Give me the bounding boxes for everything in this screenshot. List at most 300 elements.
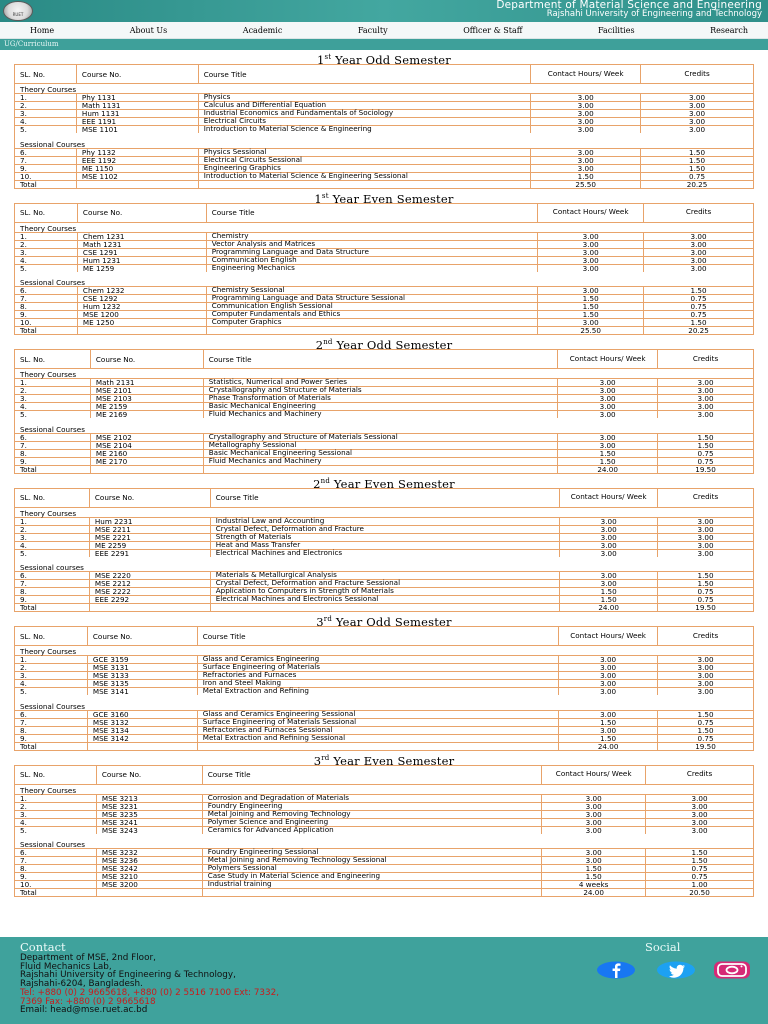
course-title: Case Study in Material Science and Engineering [202, 873, 541, 881]
contact-hours: 3.00 [559, 656, 658, 664]
contact-hours: 1.50 [558, 457, 658, 465]
course-title: Foundry Engineering Sessional [202, 849, 541, 857]
nav-research[interactable]: Research [710, 25, 748, 35]
column-header: SL. No. [15, 350, 91, 369]
credits: 1.50 [641, 164, 754, 172]
column-header: SL. No. [15, 765, 97, 784]
course-no: EEE 2291 [89, 549, 210, 557]
course-no: MSE 3232 [96, 849, 202, 857]
contact-hours: 3.00 [542, 802, 646, 810]
course-no: ME 2169 [90, 411, 203, 419]
semester-name: Year Odd Semester [336, 337, 453, 352]
credits: 3.00 [646, 794, 754, 802]
contact-hours: 3.00 [538, 287, 644, 295]
credits: 0.75 [658, 449, 754, 457]
nav-facilities[interactable]: Facilities [598, 25, 635, 35]
section-label: Sessional Courses [20, 701, 85, 711]
total-blank [87, 742, 197, 750]
semester-year: 2 [315, 337, 324, 352]
course-title: Engineering Mechanics [206, 264, 538, 272]
course-no: MSE 3213 [96, 794, 202, 802]
credits: 3.00 [646, 818, 754, 826]
table-row [15, 718, 754, 726]
contact-hours: 3.00 [559, 680, 658, 688]
total-blank [77, 327, 206, 335]
total-row [15, 180, 754, 188]
credits: 3.00 [658, 387, 754, 395]
sl-no: 9. [15, 311, 78, 319]
course-title: Metallography Sessional [203, 441, 557, 449]
course-title: Programming Language and Data Structure [206, 248, 538, 256]
email-line[interactable]: Email: head@mse.ruet.ac.bd [20, 1005, 148, 1016]
credits: 0.75 [658, 588, 754, 596]
total-row [15, 604, 754, 612]
course-no: MSE 3241 [96, 818, 202, 826]
contact-hours: 3.00 [538, 319, 644, 327]
course-no: GCE 3160 [87, 710, 197, 718]
site-header [0, 0, 768, 22]
sl-no: 3. [15, 110, 77, 118]
sl-no: 2. [15, 802, 97, 810]
course-title: Crystal Defect, Deformation and Fracture [210, 525, 559, 533]
total-contact-hours: 24.00 [542, 889, 646, 897]
table-row [15, 541, 754, 549]
table-row [15, 118, 754, 126]
table-row [15, 148, 754, 156]
table-row [15, 256, 754, 264]
credits: 1.50 [658, 441, 754, 449]
table-row [15, 232, 754, 240]
sl-no: 6. [15, 433, 91, 441]
course-no: Math 2131 [90, 379, 203, 387]
contact-hours: 1.50 [542, 873, 646, 881]
sl-no: 4. [15, 256, 78, 264]
sl-no: 8. [15, 726, 88, 734]
table-row [15, 411, 754, 419]
contact-address [20, 954, 279, 1015]
table-row [15, 802, 754, 810]
credits: 0.75 [658, 596, 754, 604]
curriculum-content [0, 50, 768, 897]
social-heading: Social [645, 940, 681, 954]
course-no: MSE 3242 [96, 865, 202, 873]
sl-no: 5. [15, 688, 88, 696]
contact-hours: 3.00 [559, 710, 658, 718]
course-no: Math 1231 [77, 240, 206, 248]
course-no: MSE 2101 [90, 387, 203, 395]
course-no: MSE 3131 [87, 664, 197, 672]
total-label: Total [15, 180, 77, 188]
sl-no: 7. [15, 441, 91, 449]
column-header: Contact Hours/ Week [560, 488, 658, 507]
contact-hours: 3.00 [542, 849, 646, 857]
sl-no: 5. [15, 411, 91, 419]
contact-hours: 3.00 [559, 688, 658, 696]
section-label: Theory Courses [20, 508, 77, 518]
total-row [15, 465, 754, 473]
contact-hours: 3.00 [558, 403, 658, 411]
course-title: Chemistry Sessional [206, 287, 538, 295]
total-row [15, 327, 754, 335]
contact-hours: 3.00 [560, 541, 658, 549]
total-credits: 20.50 [646, 889, 754, 897]
course-title: Chemistry [206, 232, 538, 240]
course-no: Chem 1232 [77, 287, 206, 295]
credits: 3.00 [658, 403, 754, 411]
sl-no: 3. [15, 672, 88, 680]
credits: 1.50 [641, 156, 754, 164]
credits: 3.00 [658, 517, 754, 525]
table-row [15, 596, 754, 604]
total-blank [198, 180, 530, 188]
credits: 3.00 [658, 395, 754, 403]
column-header: Contact Hours/ Week [531, 65, 641, 84]
sl-no: 9. [15, 596, 90, 604]
sl-no: 7. [15, 156, 77, 164]
credits: 1.00 [646, 881, 754, 889]
course-title: Refractories and Furnaces Sessional [197, 726, 558, 734]
course-no: MSE 3141 [87, 688, 197, 696]
credits: 3.00 [641, 94, 754, 102]
credits: 3.00 [658, 533, 754, 541]
sl-no: 1. [15, 794, 97, 802]
column-header: Contact Hours/ Week [538, 203, 644, 222]
contact-hours: 3.00 [560, 533, 658, 541]
table-row [15, 110, 754, 118]
column-header: Course No. [89, 488, 210, 507]
sl-no: 4. [15, 403, 91, 411]
total-contact-hours: 25.50 [531, 180, 641, 188]
section-label: Theory Courses [20, 647, 77, 656]
course-no: MSE 2104 [90, 441, 203, 449]
credits: 1.50 [644, 287, 754, 295]
course-title: Glass and Ceramics Engineering Sessional [197, 710, 558, 718]
course-title: Statistics, Numerical and Power Series [203, 379, 557, 387]
course-no: Chem 1231 [77, 232, 206, 240]
total-label: Total [15, 327, 78, 335]
course-title: Communication English Sessional [206, 303, 538, 311]
course-no: ME 2160 [90, 449, 203, 457]
sl-no: 9. [15, 457, 91, 465]
sl-no: 8. [15, 303, 78, 311]
credits: 3.00 [641, 118, 754, 126]
credits: 3.00 [658, 672, 754, 680]
instagram-icon[interactable] [712, 961, 752, 979]
sl-no: 2. [15, 102, 77, 110]
course-no: Phy 1131 [76, 94, 198, 102]
course-no: MSE 3200 [96, 881, 202, 889]
course-no: CSE 1291 [77, 248, 206, 256]
course-title: Computer Fundamentals and Ethics [206, 311, 538, 319]
sl-no: 3. [15, 248, 78, 256]
course-no: MSE 2220 [89, 572, 210, 580]
course-no: MSE 2222 [89, 588, 210, 596]
contact-hours: 3.00 [558, 441, 658, 449]
credits: 3.00 [658, 411, 754, 419]
course-no: MSE 2211 [89, 525, 210, 533]
section-label: Sessional Courses [20, 139, 85, 149]
section-label: Theory Courses [20, 85, 77, 94]
column-header: Credits [658, 488, 754, 507]
address-line: Rajshahi University of Engineering & Technology, [20, 970, 236, 981]
credits: 0.75 [646, 873, 754, 881]
course-title: Application to Computers in Strength of Materials [210, 588, 559, 596]
contact-hours: 3.00 [538, 240, 644, 248]
total-credits: 20.25 [641, 180, 754, 188]
course-title: Glass and Ceramics Engineering [197, 656, 558, 664]
contact-hours: 3.00 [538, 232, 644, 240]
sl-no: 1. [15, 94, 77, 102]
course-no: MSE 3142 [87, 734, 197, 742]
table-row [15, 794, 754, 802]
table-row [15, 818, 754, 826]
total-credits: 20.25 [644, 327, 754, 335]
credits: 3.00 [658, 688, 754, 696]
semester-title [14, 335, 754, 352]
address-line: Rajshahi-6204, Bangladesh. [20, 979, 143, 990]
contact-hours: 3.00 [542, 794, 646, 802]
course-title: Basic Mechanical Engineering [203, 403, 557, 411]
curriculum-table [14, 765, 754, 898]
contact-hours: 1.50 [559, 734, 658, 742]
course-title: Calculus and Differential Equation [198, 102, 530, 110]
table-row [15, 688, 754, 696]
table-row [15, 517, 754, 525]
course-no: MSE 2212 [89, 580, 210, 588]
contact-hours: 3.00 [531, 110, 641, 118]
credits: 1.50 [644, 319, 754, 327]
course-title: Crystallography and Structure of Materials Sessional [203, 433, 557, 441]
sl-no: 2. [15, 664, 88, 672]
course-no: Hum 1232 [77, 303, 206, 311]
section-label: Sessional Courses [20, 424, 85, 434]
semester-year-suffix: st [321, 191, 329, 200]
contact-hours: 3.00 [531, 156, 641, 164]
sl-no: 9. [15, 873, 97, 881]
credits: 3.00 [658, 379, 754, 387]
twitter-icon[interactable] [656, 961, 696, 979]
section-label: Theory Courses [20, 223, 77, 233]
course-title: Communication English [206, 256, 538, 264]
contact-hours: 3.00 [538, 248, 644, 256]
section-label: Sessional Courses [20, 840, 85, 849]
course-title: Corrosion and Degradation of Materials [202, 794, 541, 802]
department-name: Department of Material Science and Engineering [496, 0, 762, 11]
credits: 3.00 [658, 549, 754, 557]
credits: 0.75 [658, 457, 754, 465]
contact-hours: 1.50 [560, 588, 658, 596]
course-no: EEE 2292 [89, 596, 210, 604]
contact-hours: 3.00 [560, 572, 658, 580]
column-header: Course Title [206, 203, 538, 222]
sl-no: 5. [15, 126, 77, 134]
column-header: Course No. [77, 203, 206, 222]
course-title: Electrical Circuits [198, 118, 530, 126]
table-row [15, 449, 754, 457]
sl-no: 7. [15, 295, 78, 303]
course-title: Physics [198, 94, 530, 102]
course-title: Crystallography and Structure of Materials [203, 387, 557, 395]
contact-hours: 3.00 [538, 256, 644, 264]
column-header: Course Title [202, 765, 541, 784]
contact-hours: 3.00 [559, 726, 658, 734]
course-no: MSE 1200 [77, 311, 206, 319]
total-contact-hours: 24.00 [560, 604, 658, 612]
semester-year: 2 [313, 476, 321, 491]
column-header: Course Title [210, 488, 559, 507]
contact-hours: 3.00 [560, 580, 658, 588]
table-row [15, 295, 754, 303]
course-title: Industrial Law and Accounting [210, 517, 559, 525]
table-row [15, 248, 754, 256]
university-name: Rajshahi University of Engineering and Technology [546, 9, 762, 19]
course-no: CSE 1292 [77, 295, 206, 303]
table-row [15, 264, 754, 272]
course-no: MSE 2221 [89, 533, 210, 541]
credits: 0.75 [658, 718, 754, 726]
sl-no: 8. [15, 449, 91, 457]
column-header: Course No. [87, 627, 197, 646]
course-title: Programming Language and Data Structure Sessional [206, 295, 538, 303]
column-header: Contact Hours/ Week [558, 350, 658, 369]
sl-no: 6. [15, 287, 78, 295]
contact-hours: 3.00 [558, 411, 658, 419]
course-no: MSE 3243 [96, 826, 202, 834]
contact-hours: 3.00 [531, 126, 641, 134]
total-contact-hours: 24.00 [559, 742, 658, 750]
contact-hours: 3.00 [531, 118, 641, 126]
semester-year-suffix: nd [323, 338, 333, 346]
course-no: GCE 3159 [87, 656, 197, 664]
course-title: Vector Analysis and Matrices [206, 240, 538, 248]
total-blank [203, 465, 557, 473]
sl-no: 9. [15, 164, 77, 172]
column-header: Credits [646, 765, 754, 784]
semester-name: Year Even Semester [333, 476, 455, 491]
table-row [15, 549, 754, 557]
sl-no: 5. [15, 549, 90, 557]
contact-hours: 1.50 [538, 303, 644, 311]
semester-year-suffix: rd [321, 753, 330, 762]
table-row [15, 457, 754, 465]
nav-academic[interactable]: Academic [242, 25, 283, 35]
course-title: Engineering Graphics [198, 164, 530, 172]
contact-hours: 3.00 [531, 94, 641, 102]
contact-hours: 4 weeks [542, 881, 646, 889]
address-line: Fluid Mechanics Lab, [20, 961, 112, 972]
contact-hours: 1.50 [560, 596, 658, 604]
contact-heading: Contact [20, 940, 66, 954]
course-no: MSE 3231 [96, 802, 202, 810]
table-row [15, 726, 754, 734]
curriculum-table [14, 626, 754, 751]
column-header: Course No. [76, 65, 198, 84]
course-no: ME 1150 [76, 164, 198, 172]
column-header: SL. No. [15, 65, 77, 84]
course-no: MSE 1101 [76, 126, 198, 134]
contact-hours: 3.00 [531, 102, 641, 110]
semester-year-suffix: rd [323, 615, 333, 623]
contact-hours: 1.50 [559, 718, 658, 726]
semester-year: 3 [313, 753, 322, 768]
sl-no: 3. [15, 395, 91, 403]
course-no: MSE 3133 [87, 672, 197, 680]
table-row [15, 156, 754, 164]
semester-name: Year Even Semester [332, 191, 454, 206]
table-row [15, 533, 754, 541]
course-title: Surface Engineering of Materials Sessional [197, 718, 558, 726]
credits: 3.00 [644, 256, 754, 264]
course-title: Physics Sessional [198, 148, 530, 156]
course-no: ME 2159 [90, 403, 203, 411]
sl-no: 9. [15, 734, 88, 742]
sl-no: 5. [15, 826, 97, 834]
sl-no: 10. [15, 319, 78, 327]
semester-name: Year Even Semester [333, 753, 455, 768]
department-title [496, 1, 762, 19]
total-row [15, 889, 754, 897]
total-row [15, 742, 754, 750]
nav-about-us[interactable]: About Us [129, 25, 168, 35]
nav-officer-staff[interactable]: Officer & Staff [463, 25, 523, 35]
sl-no: 7. [15, 580, 90, 588]
contact-hours: 3.00 [531, 164, 641, 172]
nav-home[interactable]: Home [30, 25, 55, 35]
course-title: Computer Graphics [206, 319, 538, 327]
column-header: Course Title [203, 350, 557, 369]
course-title: Surface Engineering of Materials [197, 664, 558, 672]
credits: 3.00 [646, 802, 754, 810]
table-row [15, 172, 754, 180]
course-title: Metal Extraction and Refining Sessional [197, 734, 558, 742]
table-row [15, 94, 754, 102]
nav-faculty[interactable]: Faculty [357, 25, 388, 35]
course-title: Refractories and Furnaces [197, 672, 558, 680]
table-row [15, 810, 754, 818]
semester-title [14, 189, 754, 206]
sl-no: 3. [15, 533, 90, 541]
credits: 3.00 [644, 264, 754, 272]
total-blank [90, 465, 203, 473]
course-title: Fluid Mechanics and Machinery [203, 457, 557, 465]
course-title: Basic Mechanical Engineering Sessional [203, 449, 557, 457]
contact-hours: 3.00 [558, 379, 658, 387]
course-no: ME 2259 [89, 541, 210, 549]
total-label: Total [15, 889, 97, 897]
total-blank [206, 327, 538, 335]
curriculum-table [14, 488, 754, 613]
section-label: Theory Courses [20, 370, 77, 379]
contact-hours: 1.50 [542, 865, 646, 873]
ruet-logo[interactable] [3, 1, 33, 21]
course-no: MSE 1102 [76, 172, 198, 180]
total-blank [89, 604, 210, 612]
facebook-icon[interactable] [596, 961, 636, 979]
course-no: MSE 2102 [90, 433, 203, 441]
total-credits: 19.50 [658, 465, 754, 473]
course-no: ME 1259 [77, 264, 206, 272]
credits: 1.50 [658, 580, 754, 588]
table-row [15, 710, 754, 718]
table-row [15, 525, 754, 533]
credits: 1.50 [658, 726, 754, 734]
logo-text: RUET [12, 12, 24, 17]
credits: 3.00 [644, 240, 754, 248]
sl-no: 2. [15, 387, 91, 395]
table-row [15, 126, 754, 134]
column-header: Contact Hours/ Week [542, 765, 646, 784]
contact-hours: 3.00 [542, 857, 646, 865]
